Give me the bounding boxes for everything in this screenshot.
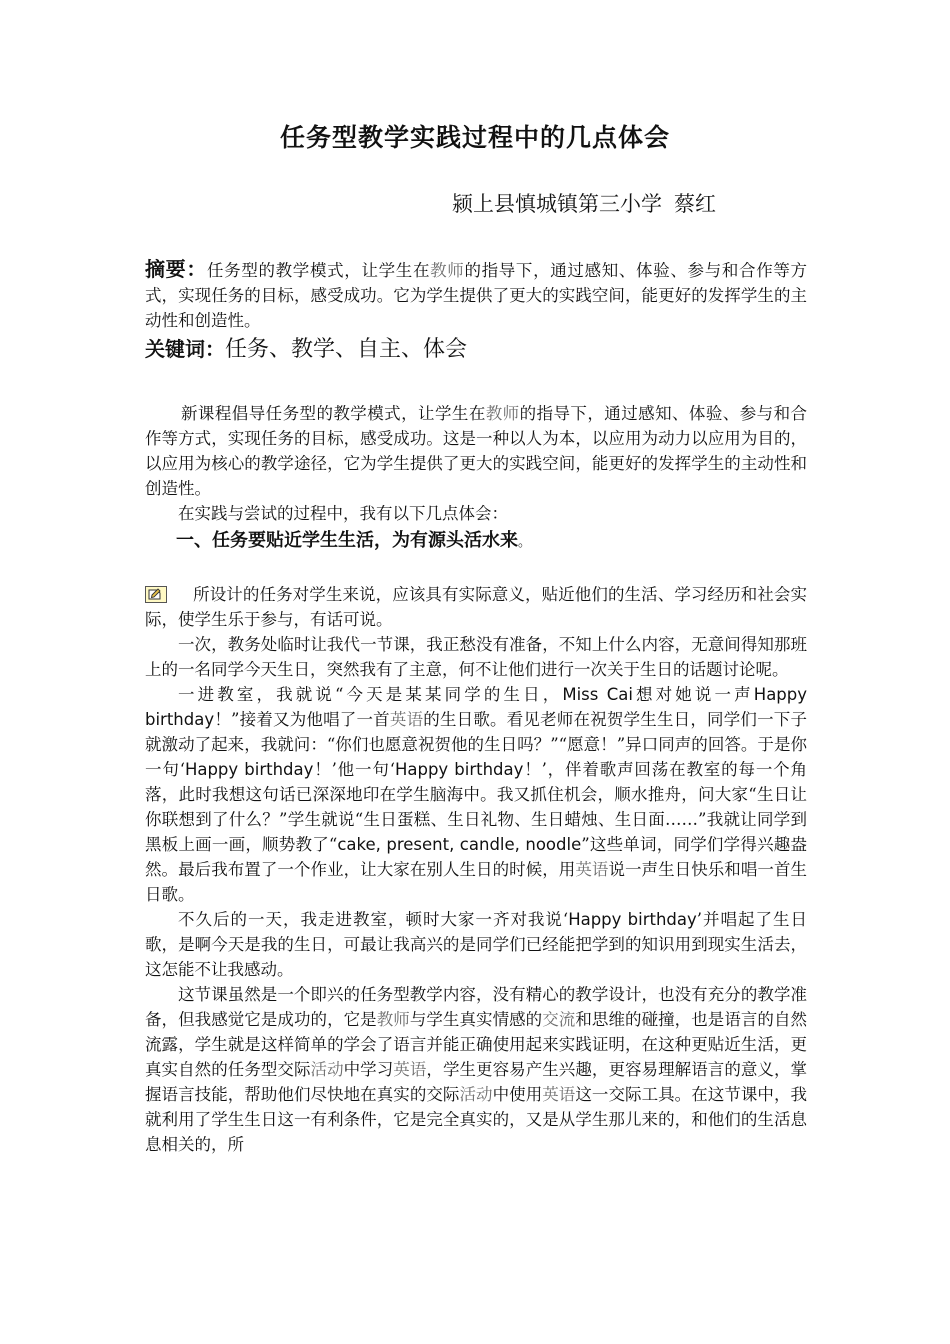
paragraph-3 — [145, 682, 807, 907]
comment-note-icon[interactable] — [145, 586, 167, 603]
intro-paragraph — [145, 401, 807, 501]
intro-text-cont: 的指导下，通过感知、体验、参与和合作等方式，实现任务的目标，感受成功。这是一种以人为本，以应用为动力以应用为目的，以应用为核心的教学途径，它为学生提供了更大的实践空间，能更好的发挥学生的主动性和创造性。 — [145, 404, 808, 498]
p3-text: ！”接着又为他唱了一首 — [214, 710, 390, 729]
p5-text: 与学生真实情感的 — [409, 1010, 543, 1029]
keywords — [145, 332, 467, 367]
abstract-text-cont: 的指导下，通过感知、体验、参与和合作等方式，实现任务的目标，感受成功。它为学生提供了更大的实践空间，能更好的发挥学生的主动性和创造性。 — [145, 261, 808, 330]
hyperlink-english[interactable]: 英语 — [389, 710, 424, 729]
p5-text: 中学习 — [343, 1060, 394, 1079]
section-heading-dot: 。 — [518, 535, 532, 550]
paragraph-5 — [145, 982, 807, 1157]
p3-latin: Miss Cai — [562, 685, 633, 704]
keywords-label: 关键词： — [145, 337, 225, 361]
p4-text: 不久后的一天，我走进教室，顿时大家一齐对我说‘ — [178, 910, 569, 929]
paragraph-1 — [145, 582, 807, 632]
hyperlink-english[interactable]: 英语 — [393, 1060, 427, 1079]
hyperlink-english[interactable]: 英语 — [542, 1085, 576, 1104]
p3-latin: Happy birthday — [394, 760, 524, 779]
hyperlink-communication[interactable]: 交流 — [542, 1010, 576, 1029]
intro-paragraph-2: 在实践与尝试的过程中，我有以下几点体会： — [178, 504, 508, 523]
p3-text: 说一声生日快乐和唱一首生日歌。 — [145, 860, 808, 904]
intro-text: 新课程倡导任务型的教学模式，让学生在 — [181, 404, 486, 423]
keywords-text: 任务、教学、自主、体会 — [225, 337, 468, 362]
spacer — [145, 557, 807, 582]
p3-text: 一进教室，我就说“今天是某某同学的生日， — [178, 685, 563, 704]
section-heading-1 — [145, 526, 807, 557]
p4-latin: Happy birthday — [568, 910, 697, 929]
p3-latin: Happy birthday — [184, 760, 314, 779]
p4-text: ’并唱起了生日歌，是啊今天是我的生日，可最让我高兴的是同学们已经能把学到的知识用到现实生活去，这怎能不让我感动。 — [145, 910, 808, 979]
p5-text: 和思维的碰撞，也是语言的自然流露，学生就是这样简单的学会了语言并能正确使用起来实践证明，在这种更贴近生活，更真实自然的任务型交际 — [145, 1010, 808, 1079]
p5-text: 这一交际工具。在这节课中，我就利用了学生生日这一有利条件，它是完全真实的，又是从学生那儿来的，和他们的生活息息相关的，所 — [145, 1085, 808, 1154]
paragraph-2: 一次，教务处临时让我代一节课，我正愁没有准备，不知上什么内容，无意间得知那班上的一名同学今天生日，突然我有了主意，何不让他们进行一次关于生日的话题讨论呢。 — [145, 635, 807, 679]
p3-text: ”这些单词，同学们学得兴趣盎然。最后我布置了一个作业，让大家在别人生日的时候，用 — [145, 835, 808, 879]
author-school: 颍上县慎城镇第三小学 — [452, 192, 662, 216]
section-heading-text: 一、任务要贴近学生生活，为有源头活水来 — [176, 530, 518, 551]
hyperlink-activity[interactable]: 活动 — [459, 1085, 493, 1104]
p3-text: ！’，伴着歌声回荡在教室的每一个角落，此时我想这句话已深深地印在学生脑海中。我又抓住机会，顺水推舟，问大家“生日让你联想到了什么？”学生就说“生日蛋糕、生日礼物、生日蜡烛、生日面……”我就让同学到黑板上画一画，顺势教了“ — [145, 760, 808, 854]
author-line — [452, 186, 716, 222]
p5-text: ，学生更容易产生兴趣，更容易理解语言的意义，掌握语言技能，帮助他们尽快地在真实的交际 — [145, 1060, 808, 1104]
document-title: 任务型教学实践过程中的几点体会 — [279, 123, 670, 152]
abstract-text: 任务型的教学模式，让学生在 — [207, 261, 431, 280]
p3-text: 的生日歌。看见老师在祝贺学生生日，同学们一下子就激动了起来，我就问：“你们也愿意祝贺他的生日吗？”“愿意！”异口同声的回答。于是你一句‘ — [145, 710, 808, 779]
paragraph-1-text: 所设计的任务对学生来说，应该具有实际意义，贴近他们的生活、学习经历和社会实际，使学生乐于参与，有话可说。 — [145, 585, 807, 629]
p3-latin: cake, present, candle, noodle — [337, 835, 582, 854]
hyperlink-teacher[interactable]: 教师 — [485, 404, 520, 423]
p5-text: 这节课虽然是一个即兴的任务型教学内容，没有精心的教学设计，也没有充分的教学准备，但我感觉它是成功的，它是 — [145, 985, 807, 1029]
p3-text: ！’他一句‘ — [313, 760, 395, 779]
p3-text: 想对她说一声 — [632, 685, 754, 704]
p5-text: 中使用 — [492, 1085, 543, 1104]
p3-latin: Happy birthday — [145, 685, 808, 729]
hyperlink-english[interactable]: 英语 — [575, 860, 609, 879]
hyperlink-teacher[interactable]: 教师 — [430, 261, 465, 280]
main-body — [145, 401, 807, 1157]
author-name: 蔡红 — [674, 192, 716, 216]
abstract-label: 摘要： — [145, 257, 207, 281]
abstract — [145, 257, 807, 333]
hyperlink-teacher[interactable]: 教师 — [376, 1010, 410, 1029]
hyperlink-activity[interactable]: 活动 — [310, 1060, 344, 1079]
paragraph-4 — [145, 907, 807, 982]
